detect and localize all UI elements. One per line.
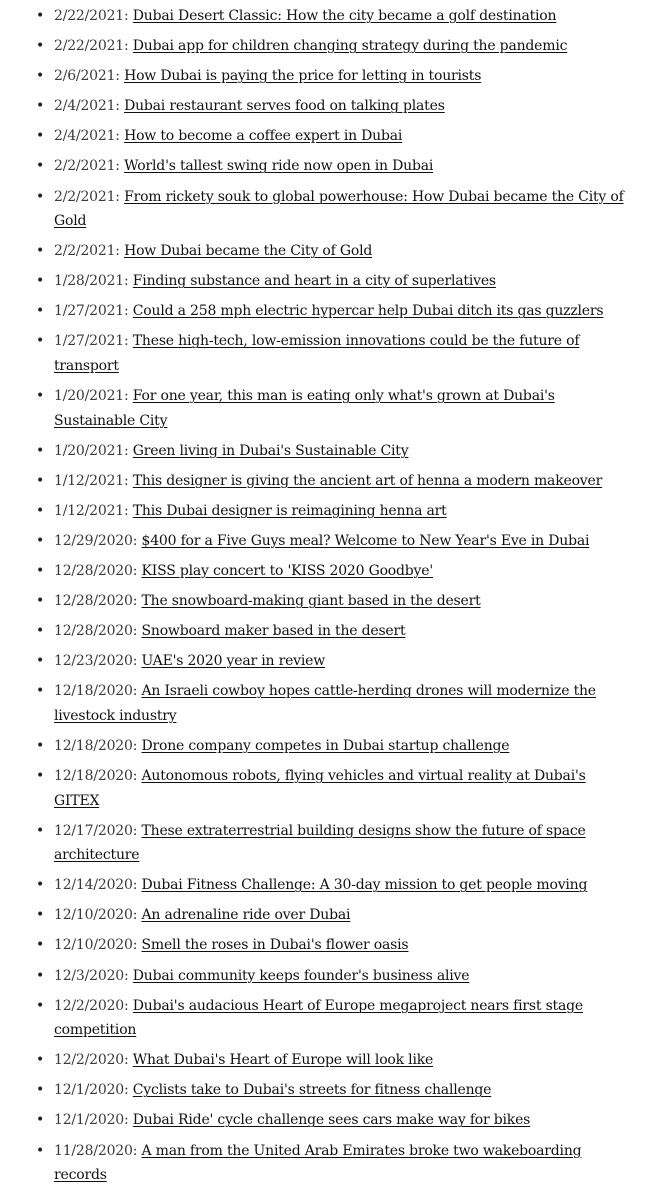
article-link[interactable]: Finding substance and heart in a city of superlatives <box>132 273 496 290</box>
list-item <box>36 469 627 494</box>
list-item <box>36 1108 627 1133</box>
article-link[interactable]: For one year, this man is eating only what's grown at Dubai's Sustainable City <box>54 388 555 429</box>
article-link[interactable]: These high-tech, low-emission innovations could be the future of transport <box>54 333 580 374</box>
bullet-icon: • <box>36 907 45 924</box>
article-date: 2/22/2021: <box>54 8 129 24</box>
article-date: 12/17/2020: <box>54 822 138 839</box>
article-date: 1/20/2021: <box>54 442 129 459</box>
bullet-icon: • <box>36 8 45 24</box>
bullet-icon: • <box>36 593 45 610</box>
bullet-icon: • <box>36 333 45 350</box>
bullet-icon: • <box>36 683 45 700</box>
article-date: 12/2/2020: <box>54 997 129 1014</box>
article-link[interactable]: What Dubai's Heart of Europe will look like <box>132 1052 434 1069</box>
list-item <box>36 903 627 928</box>
list-item <box>36 329 627 378</box>
list-item <box>36 64 627 89</box>
bullet-icon: • <box>36 737 45 754</box>
article-date: 2/4/2021: <box>54 98 120 115</box>
article-date: 11/28/2020: <box>54 1142 138 1159</box>
list-item <box>36 819 627 868</box>
bullet-icon: • <box>36 1082 45 1099</box>
list-item <box>36 764 627 813</box>
article-link[interactable]: This Dubai designer is reimagining henna art <box>132 502 447 519</box>
bullet-icon: • <box>36 68 45 85</box>
bullet-icon: • <box>36 128 45 145</box>
article-link[interactable]: Autonomous robots, flying vehicles and virtual reality at Dubai's GITEX <box>54 768 586 809</box>
article-date: 2/4/2021: <box>54 128 120 145</box>
list-item <box>36 384 627 433</box>
list-item <box>36 559 627 584</box>
list-item <box>36 679 627 728</box>
article-link[interactable]: Dubai community keeps founder's business alive <box>132 967 470 984</box>
bullet-icon: • <box>36 243 45 260</box>
bullet-icon: • <box>36 532 45 549</box>
list-item <box>36 734 627 759</box>
article-date: 12/29/2020: <box>54 532 138 549</box>
article-date: 2/2/2021: <box>54 188 120 205</box>
list-item <box>36 933 627 958</box>
list-item <box>36 649 627 674</box>
article-link[interactable]: How Dubai is paying the price for letting in tourists <box>124 68 482 85</box>
article-link[interactable]: Dubai Fitness Challenge: A 30-day mission to get people moving <box>141 877 588 894</box>
list-item <box>36 589 627 614</box>
list-item <box>36 1078 627 1103</box>
article-date: 12/14/2020: <box>54 877 138 894</box>
bullet-icon: • <box>36 563 45 579</box>
article-link[interactable]: An adrenaline ride over Dubai <box>141 907 351 924</box>
list-item <box>36 1048 627 1073</box>
article-link[interactable]: Green living in Dubai's Sustainable City <box>132 442 409 459</box>
article-date: 12/3/2020: <box>54 967 129 984</box>
article-date: 12/18/2020: <box>54 768 138 785</box>
article-date: 12/28/2020: <box>54 623 138 640</box>
article-date: 2/22/2021: <box>54 38 129 55</box>
bullet-icon: • <box>36 937 45 954</box>
list-item <box>36 154 627 179</box>
article-link[interactable]: Snowboard maker based in the desert <box>141 623 406 640</box>
article-date: 12/10/2020: <box>54 907 138 924</box>
list-item <box>36 873 627 898</box>
list-item <box>36 499 627 524</box>
article-link[interactable]: Dubai's audacious Heart of Europe megaproject nears first stage competition <box>54 997 583 1039</box>
article-link[interactable]: An Israeli cowboy hopes cattle-herding drones will modernize the livestock industry <box>54 683 596 724</box>
article-link[interactable]: This designer is giving the ancient art of henna a modern makeover <box>132 472 603 489</box>
bullet-icon: • <box>36 98 45 115</box>
article-date: 1/20/2021: <box>54 388 129 405</box>
bullet-icon: • <box>36 188 45 205</box>
article-link[interactable]: Dubai Ride' cycle challenge sees cars make way for bikes <box>132 1112 531 1129</box>
article-link[interactable]: A man from the United Arab Emirates broke two wakeboarding records <box>54 1142 582 1183</box>
article-date: 1/27/2021: <box>54 303 129 320</box>
bullet-icon: • <box>36 768 45 785</box>
article-link[interactable]: From rickety souk to global powerhouse: How Dubai became the City of Gold <box>54 188 624 230</box>
bullet-icon: • <box>36 1052 45 1069</box>
article-date: 12/2/2020: <box>54 1052 129 1069</box>
article-link[interactable]: Dubai restaurant serves food on talking plates <box>124 98 445 115</box>
list-item <box>36 1139 627 1188</box>
bullet-icon: • <box>36 502 45 519</box>
article-link[interactable]: Dubai Desert Classic: How the city became a golf destination <box>132 8 557 24</box>
article-date: 1/27/2021: <box>54 333 129 350</box>
article-date: 2/2/2021: <box>54 243 120 260</box>
article-link[interactable]: Cyclists take to Dubai's streets for fitness challenge <box>132 1082 492 1099</box>
article-link[interactable]: World's tallest swing ride now open in Dubai <box>124 158 434 175</box>
bullet-icon: • <box>36 822 45 839</box>
article-link[interactable]: KISS play concert to 'KISS 2020 Goodbye' <box>141 563 434 579</box>
bullet-icon: • <box>36 38 45 55</box>
article-date: 2/2/2021: <box>54 158 120 175</box>
article-date: 12/23/2020: <box>54 653 138 670</box>
article-link[interactable]: How to become a coffee expert in Dubai <box>124 128 403 145</box>
list-item <box>36 185 627 234</box>
article-date: 1/12/2021: <box>54 502 129 519</box>
article-date: 12/1/2020: <box>54 1082 129 1099</box>
list-item <box>36 439 627 464</box>
article-date: 1/12/2021: <box>54 472 129 489</box>
article-link[interactable]: Dubai app for children changing strategy during the pandemic <box>132 38 568 55</box>
article-link[interactable]: The snowboard-making giant based in the desert <box>141 593 481 610</box>
list-item <box>36 619 627 644</box>
bullet-icon: • <box>36 388 45 405</box>
article-link[interactable]: Drone company competes in Dubai startup challenge <box>141 737 510 754</box>
bullet-icon: • <box>36 997 45 1014</box>
list-item <box>36 124 627 149</box>
bullet-icon: • <box>36 1142 45 1159</box>
article-date: 12/18/2020: <box>54 683 138 700</box>
list-item <box>36 994 627 1043</box>
bullet-icon: • <box>36 877 45 894</box>
list-item <box>36 269 627 294</box>
article-link[interactable]: Could a 258 mph electric hypercar help Dubai ditch its gas guzzlers <box>132 303 604 320</box>
article-date: 12/18/2020: <box>54 737 138 754</box>
list-item <box>36 529 627 554</box>
article-date: 12/10/2020: <box>54 937 138 954</box>
list-item <box>36 34 627 59</box>
bullet-icon: • <box>36 653 45 670</box>
article-date: 1/28/2021: <box>54 273 129 290</box>
article-link[interactable]: These extraterrestrial building designs show the future of space architecture <box>54 822 586 864</box>
bullet-icon: • <box>36 273 45 290</box>
list-item <box>36 299 627 324</box>
article-date: 2/6/2021: <box>54 68 120 85</box>
list-item <box>36 4 627 29</box>
bullet-icon: • <box>36 158 45 175</box>
article-date: 12/1/2020: <box>54 1112 129 1129</box>
bullet-icon: • <box>36 967 45 984</box>
article-link[interactable]: Smell the roses in Dubai's flower oasis <box>141 937 409 954</box>
bullet-icon: • <box>36 472 45 489</box>
list-item <box>36 239 627 264</box>
article-date: 12/28/2020: <box>54 593 138 610</box>
bullet-icon: • <box>36 442 45 459</box>
article-link[interactable]: How Dubai became the City of Gold <box>124 243 373 260</box>
list-item <box>36 94 627 119</box>
bullet-icon: • <box>36 303 45 320</box>
list-item <box>36 964 627 989</box>
article-link[interactable]: $400 for a Five Guys meal? Welcome to New Year's Eve in Dubai <box>141 532 590 549</box>
bullet-icon: • <box>36 623 45 640</box>
article-date: 12/28/2020: <box>54 563 138 579</box>
article-link[interactable]: UAE's 2020 year in review <box>141 653 326 670</box>
bullet-icon: • <box>36 1112 45 1129</box>
